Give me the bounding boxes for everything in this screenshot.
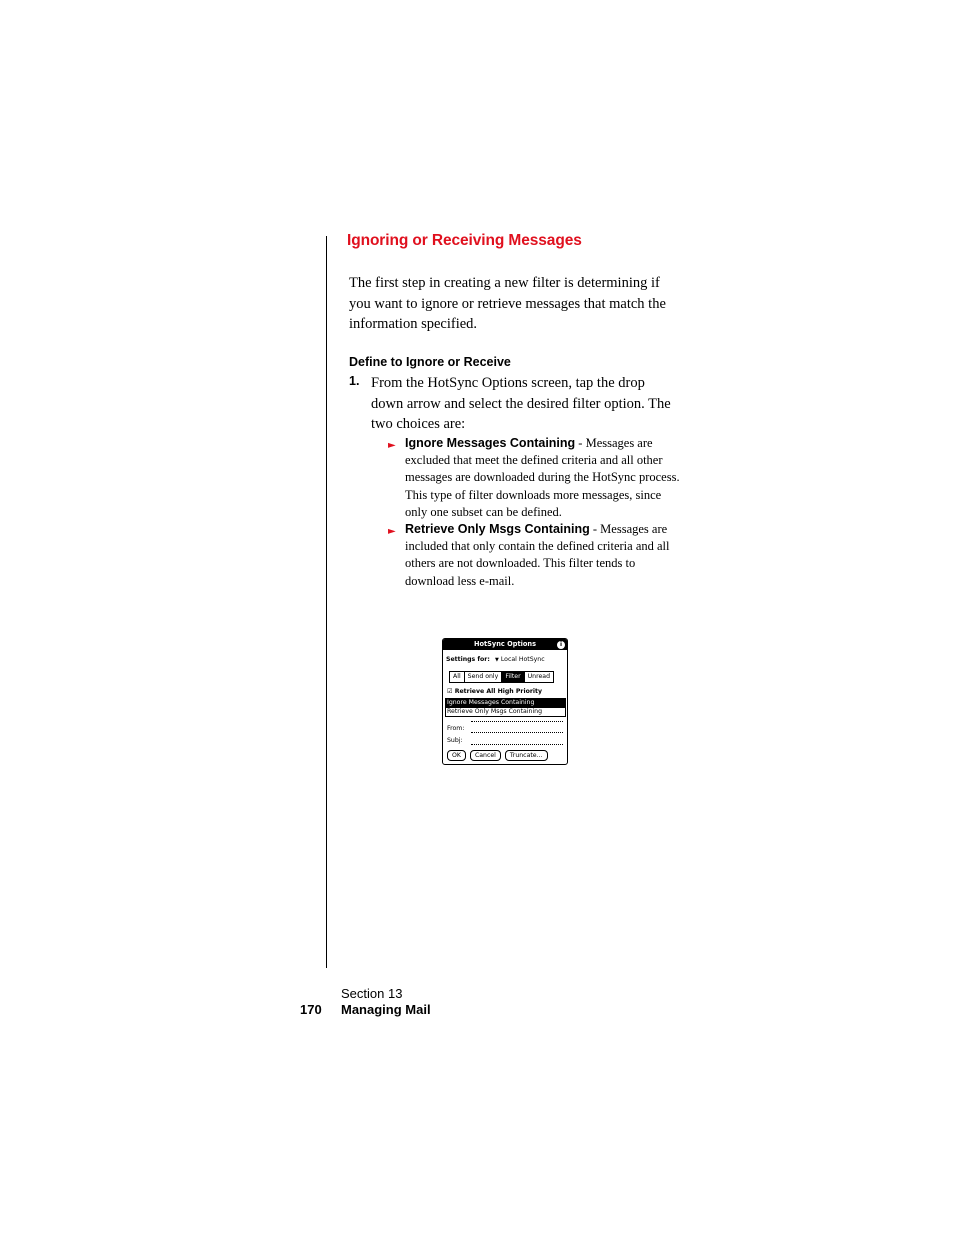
tab-send-only[interactable]: Send only (465, 672, 503, 682)
page-number: 170 (300, 1002, 322, 1017)
settings-for-row (446, 656, 545, 663)
intro-paragraph: The first step in creating a new filter is determining if you want to ignore or retrieve messages that match the information specified. (349, 275, 666, 332)
step-text: From the HotSync Options screen, tap the drop down arrow and select the desired filter option. The two choices are: (371, 375, 671, 432)
subj-label: Subj: (447, 737, 463, 744)
bullet-arrow-icon: ► (388, 526, 396, 537)
from-label: From: (447, 725, 465, 732)
option-retrieve[interactable]: Retrieve Only Msgs Containing (447, 707, 543, 715)
subj-field[interactable] (471, 744, 563, 745)
device-title: HotSync Options (443, 639, 567, 650)
high-priority-checkbox[interactable] (447, 688, 542, 695)
from-field[interactable] (471, 732, 563, 733)
settings-label: Settings for: (446, 656, 490, 663)
bullet-term: Ignore Messages Containing (405, 436, 576, 450)
step-number: 1. (349, 374, 360, 388)
subheading: Define to Ignore or Receive (349, 355, 511, 369)
tab-unread[interactable]: Unread (527, 673, 551, 680)
filter-tabs (449, 671, 554, 683)
option-ignore[interactable]: Ignore Messages Containing (446, 699, 565, 708)
blank-field-line (471, 721, 563, 722)
device-buttons (447, 750, 548, 761)
dropdown-arrow-icon: ▼ (495, 657, 499, 663)
ok-button[interactable]: OK (447, 750, 466, 761)
bullet-ignore (388, 435, 680, 521)
page-title: Ignoring or Receiving Messages (347, 232, 582, 249)
footer-section: Section 13 (341, 986, 403, 1001)
info-icon[interactable]: i (557, 641, 565, 649)
checkbox-checked-icon: ☑ (447, 688, 453, 695)
tab-all[interactable]: All (450, 672, 465, 682)
bullet-text: - Messages are excluded that meet the defined criteria and all other messages are downloaded during the HotSync process. This type of filter downloads more messages, since only one subset can be defined. (405, 436, 680, 519)
tab-filter[interactable]: Filter (502, 672, 524, 682)
margin-rule (326, 236, 327, 968)
filter-dropdown-list (445, 698, 566, 717)
bullet-text: - Messages are included that only contain the defined criteria and all others are not downloaded. This filter tends to download less e-mail. (405, 522, 670, 588)
checkbox-label: Retrieve All High Priority (454, 688, 542, 695)
bullet-retrieve (388, 521, 680, 590)
hotsync-options-screenshot (442, 638, 568, 765)
cancel-button[interactable]: Cancel (470, 750, 501, 761)
settings-value: Local HotSync (500, 656, 545, 663)
settings-dropdown[interactable] (495, 656, 545, 663)
bullet-arrow-icon: ► (388, 440, 396, 451)
footer-chapter: Managing Mail (341, 1002, 431, 1017)
bullet-term: Retrieve Only Msgs Containing (405, 522, 590, 536)
truncate-button[interactable]: Truncate... (505, 750, 548, 761)
